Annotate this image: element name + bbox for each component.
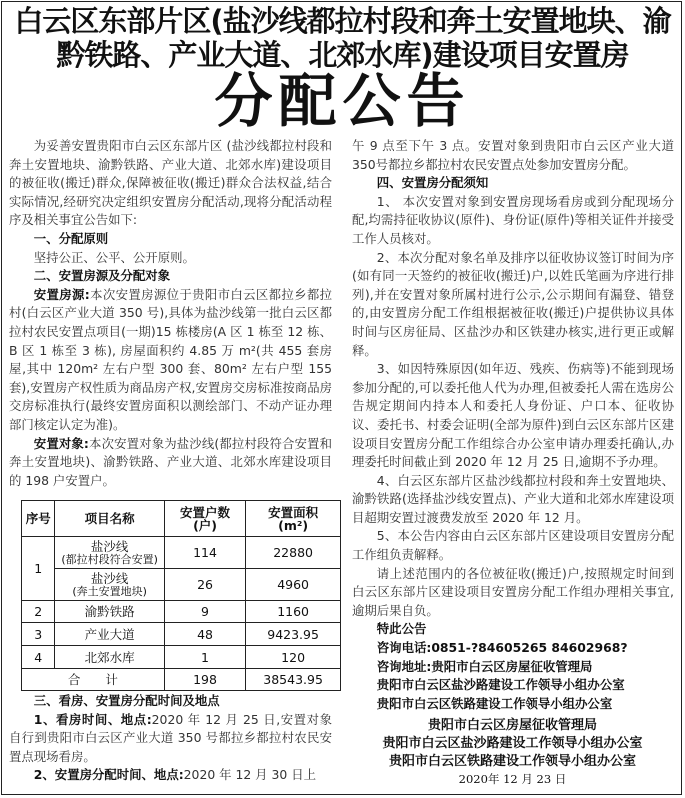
section-4-heading: 四、安置房分配须知 <box>376 175 489 191</box>
total-area: 38543.95 <box>246 669 341 691</box>
total-label: 合 计 <box>22 669 165 691</box>
header-no: 序号 <box>22 501 55 537</box>
contact-phone: 咨询电话:0851-?84605265 84602968? <box>376 640 628 656</box>
cell-name <box>55 537 164 569</box>
cell-name: 渝黔铁路 <box>55 601 164 623</box>
cell-no: 2 <box>22 601 55 623</box>
notice-item-3: 3、如因特殊原因(如年迈、残疾、伤病等)不能到现场参加分配的,可以委托他人代为办理,但被委托人需在选房公告规定期间内持本人和委托人身份证、户口本、征收协议、委托书、村委会证明(全部为原件)到白云区东部片区建设项目安置房分配工作组综合办公室申请办理委托确认,办理委托时间截止到 2020 年 12 月 25 日,逾期不予办理。 <box>352 361 674 470</box>
section-2-heading: 二、安置房源及分配对象 <box>33 268 171 284</box>
section-1-body: 坚持公正、公平、公开原则。 <box>33 249 195 265</box>
closing-paragraph: 请上述范围内的各位被征收(搬迁)户,按照规定时间到白云区东部片区建设项目安置房分配工作组办理相关事宜,逾期后果自负。 <box>352 565 674 618</box>
cell-households: 114 <box>164 537 245 569</box>
allocation-time-label: 2、安置房分配时间、地点: <box>33 767 184 783</box>
table-row <box>22 646 341 669</box>
cell-no: 4 <box>22 646 55 669</box>
notice-item-5: 5、本公告内容由白云区东部片区建设项目安置房分配工作组负责解释。 <box>352 528 674 563</box>
cell-name: 产业大道 <box>55 623 164 646</box>
section-3 <box>9 692 332 785</box>
allocation-time-continued: 午 9 点至下午 3 点。安置对象到贵阳市白云区产业大道 350号都拉乡都拉村农民安置点处参加安置房分配。 <box>352 138 674 172</box>
housing-source-label: 安置房源: <box>33 286 90 302</box>
headline-line-1: 白云区东部片区(盐沙线都拉村段和奔土安置地块、渝 <box>14 4 671 38</box>
cell-name-main: 盐沙线 <box>90 538 129 554</box>
allocation-time-paragraph <box>9 766 332 785</box>
total-households: 198 <box>164 669 245 691</box>
cell-area: 120 <box>246 646 341 669</box>
table-row <box>22 623 341 646</box>
viewing-body: 2020 年 12 月 25 日,安置对象自行到贵阳市白云区产业大道 350 号都拉乡都拉村农民安置点现场看房。 <box>9 711 332 764</box>
allocation-time-body-a: 2020 年 12 月 30 日上 <box>183 767 316 783</box>
allocation-table <box>21 500 341 691</box>
viewing-paragraph <box>9 711 332 767</box>
cell-name-main: 盐沙线 <box>90 570 129 586</box>
intro-paragraph: 为妥善安置贵阳市白云区东部片区 (盐沙线都拉村段和奔土安置地块、渝黔铁路、产业大道、北郊水库)建设项目的被征收(搬迁)群众,保障被征收(搬迁)群众合法权益,结合实际情况,经研究决定组织安置房分配活动,现将分配活动程序及相关事宜公告如下: <box>9 138 332 228</box>
viewing-label: 1、看房时间、地点: <box>33 711 152 727</box>
left-column <box>9 137 332 490</box>
headline-main: 分配公告 <box>214 67 471 135</box>
cell-name: 北郊水库 <box>55 646 164 669</box>
target-label: 安置对象: <box>33 435 89 451</box>
cell-households: 1 <box>164 646 245 669</box>
section-1-heading: 一、分配原则 <box>33 230 109 246</box>
target-body: 本次安置对象为盐沙线(都拉村段符合安置和奔土安置地块)、渝黔铁路、产业大道、北郊水库建设项目的 198 户安置户。 <box>9 435 332 488</box>
table-total-row <box>22 669 341 691</box>
table-row <box>22 537 341 569</box>
section-3-heading: 三、看房、安置房分配时间及地点 <box>33 693 220 708</box>
target-paragraph <box>9 435 332 491</box>
cell-area: 4960 <box>246 569 341 601</box>
cell-area: 1160 <box>246 601 341 623</box>
signoff-date: 2020年 12 月 23 日 <box>458 772 567 786</box>
cell-area: 22880 <box>246 537 341 569</box>
notice-item-1: 1、 本次安置对象到安置房现场看房或到分配现场分配,均需持征收协议(原件)、身份证(原件)等相关证件并接受工作人员核对。 <box>352 193 674 246</box>
contact-address: 咨询地址:贵阳市白云区房屋征收管理局 <box>376 658 593 674</box>
headline-line-2: 黔铁路、产业大道、北郊水库)建设项目安置房 <box>56 38 629 72</box>
cell-no: 1 <box>22 537 55 601</box>
signoff-org-1: 贵阳市白云区房屋征收管理局 <box>427 718 597 733</box>
housing-source-body: 本次安置房源位于贵阳市白云区都拉乡都拉村(白云区产业大道 350 号),具体为盐沙线第一批白云区都拉村农民安置点项目(一期)15 栋楼房(A 区 1 栋至 12 栋、B 区 1 栋至 3 栋), 房屋面积约 4.85 万 m²(共 455 套房屋,其中 120m² 左右户型 300 套、80m² 左右户型 155 套),安置房产权性质为商品房产权,安置房交房标准按商品房交房标准执行(最终安置房面积以测绘部门、不动产证办理部门核定认定为准)。 <box>9 286 332 432</box>
housing-source-paragraph <box>9 286 332 435</box>
signoff-block <box>340 717 685 787</box>
cell-name-sub: (都拉村段符合安置) <box>61 552 158 566</box>
cell-name <box>55 569 164 601</box>
cell-area: 9423.95 <box>246 623 341 646</box>
cell-households: 9 <box>164 601 245 623</box>
table-row <box>22 569 341 601</box>
table-header-row <box>22 501 341 537</box>
cell-no: 3 <box>22 623 55 646</box>
notice-item-2: 2、本次分配对象名单及排序以征收协议签订时间为序(如有同一天签约的被征收(搬迁)户,以姓氏笔画为序进行排列),并在安置对象所属村进行公示,公示期间有漏登、错登的,由安置房分配工作组根据被征收(搬迁)户提供协议具体时间与区房征局、区盐沙办和区铁建办核实,进行更正或解释。 <box>352 249 674 358</box>
header-households: 安置户数(户) <box>164 501 245 537</box>
contact-office-1: 贵阳市白云区盐沙路建设工作领导小组办公室 <box>376 677 625 693</box>
cell-name-sub: (奔土安置地块) <box>72 584 147 598</box>
contact-office-2: 贵阳市白云区铁路建设工作领导小组办公室 <box>376 695 613 711</box>
notice-item-4: 4、白云区东部片区盐沙线都拉村段和奔土安置地块、渝黔铁路(选择盐沙线安置点)、产业大道和北郊水库建设项目超期安置过渡费发放至 2020 年 12 月。 <box>352 472 674 525</box>
notice-label: 特此公告 <box>376 621 427 637</box>
right-column <box>352 137 674 713</box>
signoff-org-3: 贵阳市白云区铁路建设工作领导小组办公室 <box>388 754 636 769</box>
signoff-org-2: 贵阳市白云区盐沙路建设工作领导小组办公室 <box>382 736 643 751</box>
header-area: 安置面积(m²) <box>246 501 341 537</box>
table-row <box>22 601 341 623</box>
cell-households: 26 <box>164 569 245 601</box>
header-name: 项目名称 <box>55 501 164 537</box>
cell-households: 48 <box>164 623 245 646</box>
